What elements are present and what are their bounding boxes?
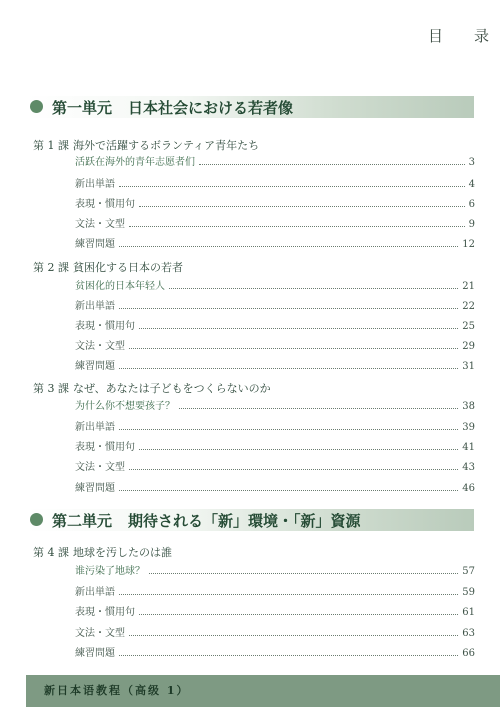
lesson-heading (33, 380, 271, 396)
dot-leader (179, 408, 458, 409)
toc-entry[interactable] (75, 459, 475, 473)
dot-leader (129, 469, 458, 470)
entry-label: 新出単語 (75, 587, 115, 598)
entry-label: 練習問題 (75, 648, 115, 659)
unit-label: 第一単元 (52, 99, 113, 117)
dot-leader (169, 288, 458, 289)
page-number: 12 (462, 239, 475, 250)
dot-leader (129, 348, 458, 349)
entry-label: 活跃在海外的青年志愿者们 (75, 157, 195, 168)
entry-label: 新出単語 (75, 301, 115, 312)
lesson-title: 海外で活躍するボランティア青年たち (73, 139, 260, 152)
dot-leader (199, 164, 465, 165)
unit-header (26, 96, 474, 118)
dot-leader (139, 206, 465, 207)
page-number: 25 (462, 321, 475, 332)
entry-label: 表現・慣用句 (75, 442, 135, 453)
page-number: 46 (462, 483, 475, 494)
dot-leader (139, 449, 458, 450)
toc-entry[interactable] (75, 318, 475, 332)
page-number: 43 (462, 462, 475, 473)
dot-leader (119, 246, 458, 247)
entry-label: 練習問題 (75, 361, 115, 372)
lesson-title: 貧困化する日本の若者 (73, 261, 183, 274)
dot-leader (119, 429, 458, 430)
dot-leader (139, 328, 458, 329)
page-number: 39 (462, 422, 475, 433)
toc-entry[interactable] (75, 298, 475, 312)
entry-label: 表現・慣用句 (75, 607, 135, 618)
page-number: 29 (462, 341, 475, 352)
page-number: 66 (462, 648, 475, 659)
dot-leader (119, 655, 458, 656)
page-number: 57 (462, 566, 475, 577)
toc-entry[interactable] (75, 563, 475, 577)
entry-label: 新出単語 (75, 422, 115, 433)
page-number: 6 (468, 199, 475, 210)
toc-entry[interactable] (75, 625, 475, 639)
dot-leader (129, 226, 465, 227)
lesson-heading (33, 544, 172, 560)
entry-label: 谁污染了地球？ (75, 566, 145, 577)
page-number: 61 (462, 607, 475, 618)
toc-entry[interactable] (75, 338, 475, 352)
dot-leader (119, 368, 458, 369)
page-number: 3 (468, 157, 475, 168)
entry-label: 文法・文型 (75, 628, 125, 639)
lesson-number: 第 1 課 (33, 139, 69, 152)
toc-entry[interactable] (75, 584, 475, 598)
unit-title: 日本社会における若者像 (128, 99, 294, 117)
page-number: 22 (462, 301, 475, 312)
page-number: 9 (468, 219, 475, 230)
unit-title: 期待される「新」環境・「新」資源 (128, 512, 361, 530)
unit-header (26, 509, 474, 531)
page-number: 41 (462, 442, 475, 453)
dot-leader (129, 635, 458, 636)
entry-label: 表現・慣用句 (75, 199, 135, 210)
bullet-icon (30, 100, 43, 113)
entry-label: 表現・慣用句 (75, 321, 135, 332)
toc-entry[interactable] (75, 480, 475, 494)
toc-entry[interactable] (75, 216, 475, 230)
page-number: 21 (462, 281, 475, 292)
lesson-number: 第 3 課 (33, 382, 69, 395)
entry-label: 为什么你不想要孩子？ (75, 401, 175, 412)
toc-entry[interactable] (75, 154, 475, 168)
lesson-number: 第 2 課 (33, 261, 69, 274)
lesson-heading (33, 259, 183, 275)
toc-entry[interactable] (75, 645, 475, 659)
toc-entry[interactable] (75, 176, 475, 190)
bullet-icon (30, 513, 43, 526)
dot-leader (119, 308, 458, 309)
entry-label: 文法・文型 (75, 219, 125, 230)
lesson-heading (33, 137, 259, 153)
lesson-title: なぜ、あなたは子どもをつくらないのか (73, 382, 271, 395)
unit-label: 第二単元 (52, 512, 113, 530)
entry-label: 贫困化的日本年轻人 (75, 281, 165, 292)
toc-entry[interactable] (75, 236, 475, 250)
toc-entry[interactable] (75, 196, 475, 210)
dot-leader (119, 490, 458, 491)
page-number: 4 (468, 179, 475, 190)
entry-label: 新出単語 (75, 179, 115, 190)
dot-leader (149, 573, 458, 574)
footer-bar (26, 675, 500, 707)
entry-label: 文法・文型 (75, 341, 125, 352)
toc-title: 目 录 (428, 27, 498, 45)
entry-label: 練習問題 (75, 483, 115, 494)
toc-entry[interactable] (75, 604, 475, 618)
dot-leader (119, 186, 465, 187)
toc-entry[interactable] (75, 398, 475, 412)
toc-entry[interactable] (75, 358, 475, 372)
dot-leader (119, 594, 458, 595)
toc-entry[interactable] (75, 278, 475, 292)
page-number: 31 (462, 361, 475, 372)
page-number: 63 (462, 628, 475, 639)
toc-entry[interactable] (75, 439, 475, 453)
entry-label: 練習問題 (75, 239, 115, 250)
lesson-number: 第 4 課 (33, 546, 69, 559)
lesson-title: 地球を汚したのは誰 (73, 546, 172, 559)
dot-leader (139, 614, 458, 615)
page-number: 59 (462, 587, 475, 598)
book-title: 新日本语教程（高级 1） (44, 684, 190, 697)
toc-entry[interactable] (75, 419, 475, 433)
entry-label: 文法・文型 (75, 462, 125, 473)
page-number: 38 (462, 401, 475, 412)
